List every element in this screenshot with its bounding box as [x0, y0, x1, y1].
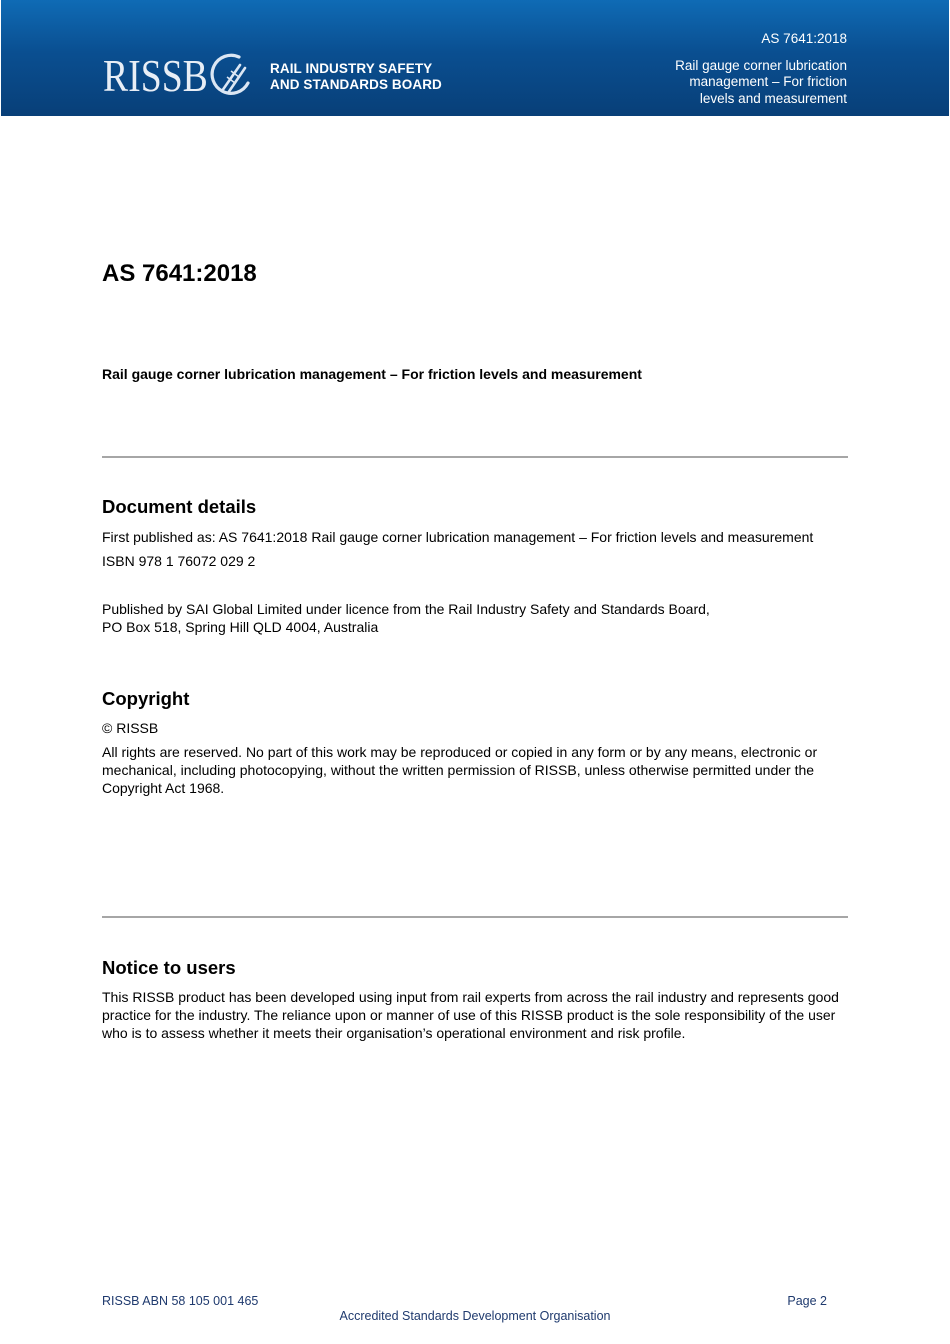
board-name-line-1: RAIL INDUSTRY SAFETY [270, 61, 433, 76]
notice-heading: Notice to users [102, 957, 236, 978]
header-doc-info [675, 31, 847, 107]
copyright-heading: Copyright [102, 688, 190, 709]
rissb-logo [103, 52, 253, 100]
page-title: AS 7641:2018 [102, 260, 257, 287]
published-by-text [102, 600, 848, 636]
divider-top [102, 456, 848, 458]
page-subtitle: Rail gauge corner lubrication management – For friction levels and measurement [102, 366, 642, 382]
header-band [1, 0, 949, 116]
board-name [270, 61, 442, 93]
published-by-line-1: Published by SAI Global Limited under licence from the Rail Industry Safety and Standards Board, [102, 601, 710, 617]
logo-wordmark: RISSB [103, 50, 208, 101]
divider-bottom [102, 916, 848, 918]
document-details-heading: Document details [102, 496, 257, 517]
first-published-text: First published as: AS 7641:2018 Rail gauge corner lubrication management – For friction levels and measurement [102, 529, 814, 545]
footer-abn: RISSB ABN 58 105 001 465 [102, 1294, 259, 1308]
copyright-text: All rights are reserved. No part of this work may be reproduced or copied in any form or by any means, electronic or mechanical, including photocopying, without the written permission of RISSB, unless otherwise permitted under the Copyright Act 1968. [102, 744, 818, 796]
header-doc-code: AS 7641:2018 [761, 31, 847, 46]
footer-accreditation: Accredited Standards Development Organisation [339, 1309, 611, 1323]
footer-page-number: Page 2 [787, 1294, 827, 1308]
copyright-holder: © RISSB [102, 720, 159, 736]
isbn-text: ISBN 978 1 76072 029 2 [102, 553, 256, 569]
board-name-line-2: AND STANDARDS BOARD [270, 77, 442, 92]
notice-text: This RISSB product has been developed using input from rail experts from across the rail industry and represents good practice for the industry. The reliance upon or manner of use of this RISSB product is the sole responsibility of the user who is to assess whether it meets their organisation’s operational environment and risk profile. [102, 989, 839, 1041]
header-doc-title-line-3: levels and measurement [699, 90, 847, 106]
rail-emblem-icon [209, 53, 253, 99]
header-doc-title-line-1: Rail gauge corner lubrication [675, 57, 847, 73]
published-by-line-2: PO Box 518, Spring Hill QLD 4004, Australia [102, 619, 379, 635]
header-doc-title-line-2: management – For friction [689, 74, 847, 89]
